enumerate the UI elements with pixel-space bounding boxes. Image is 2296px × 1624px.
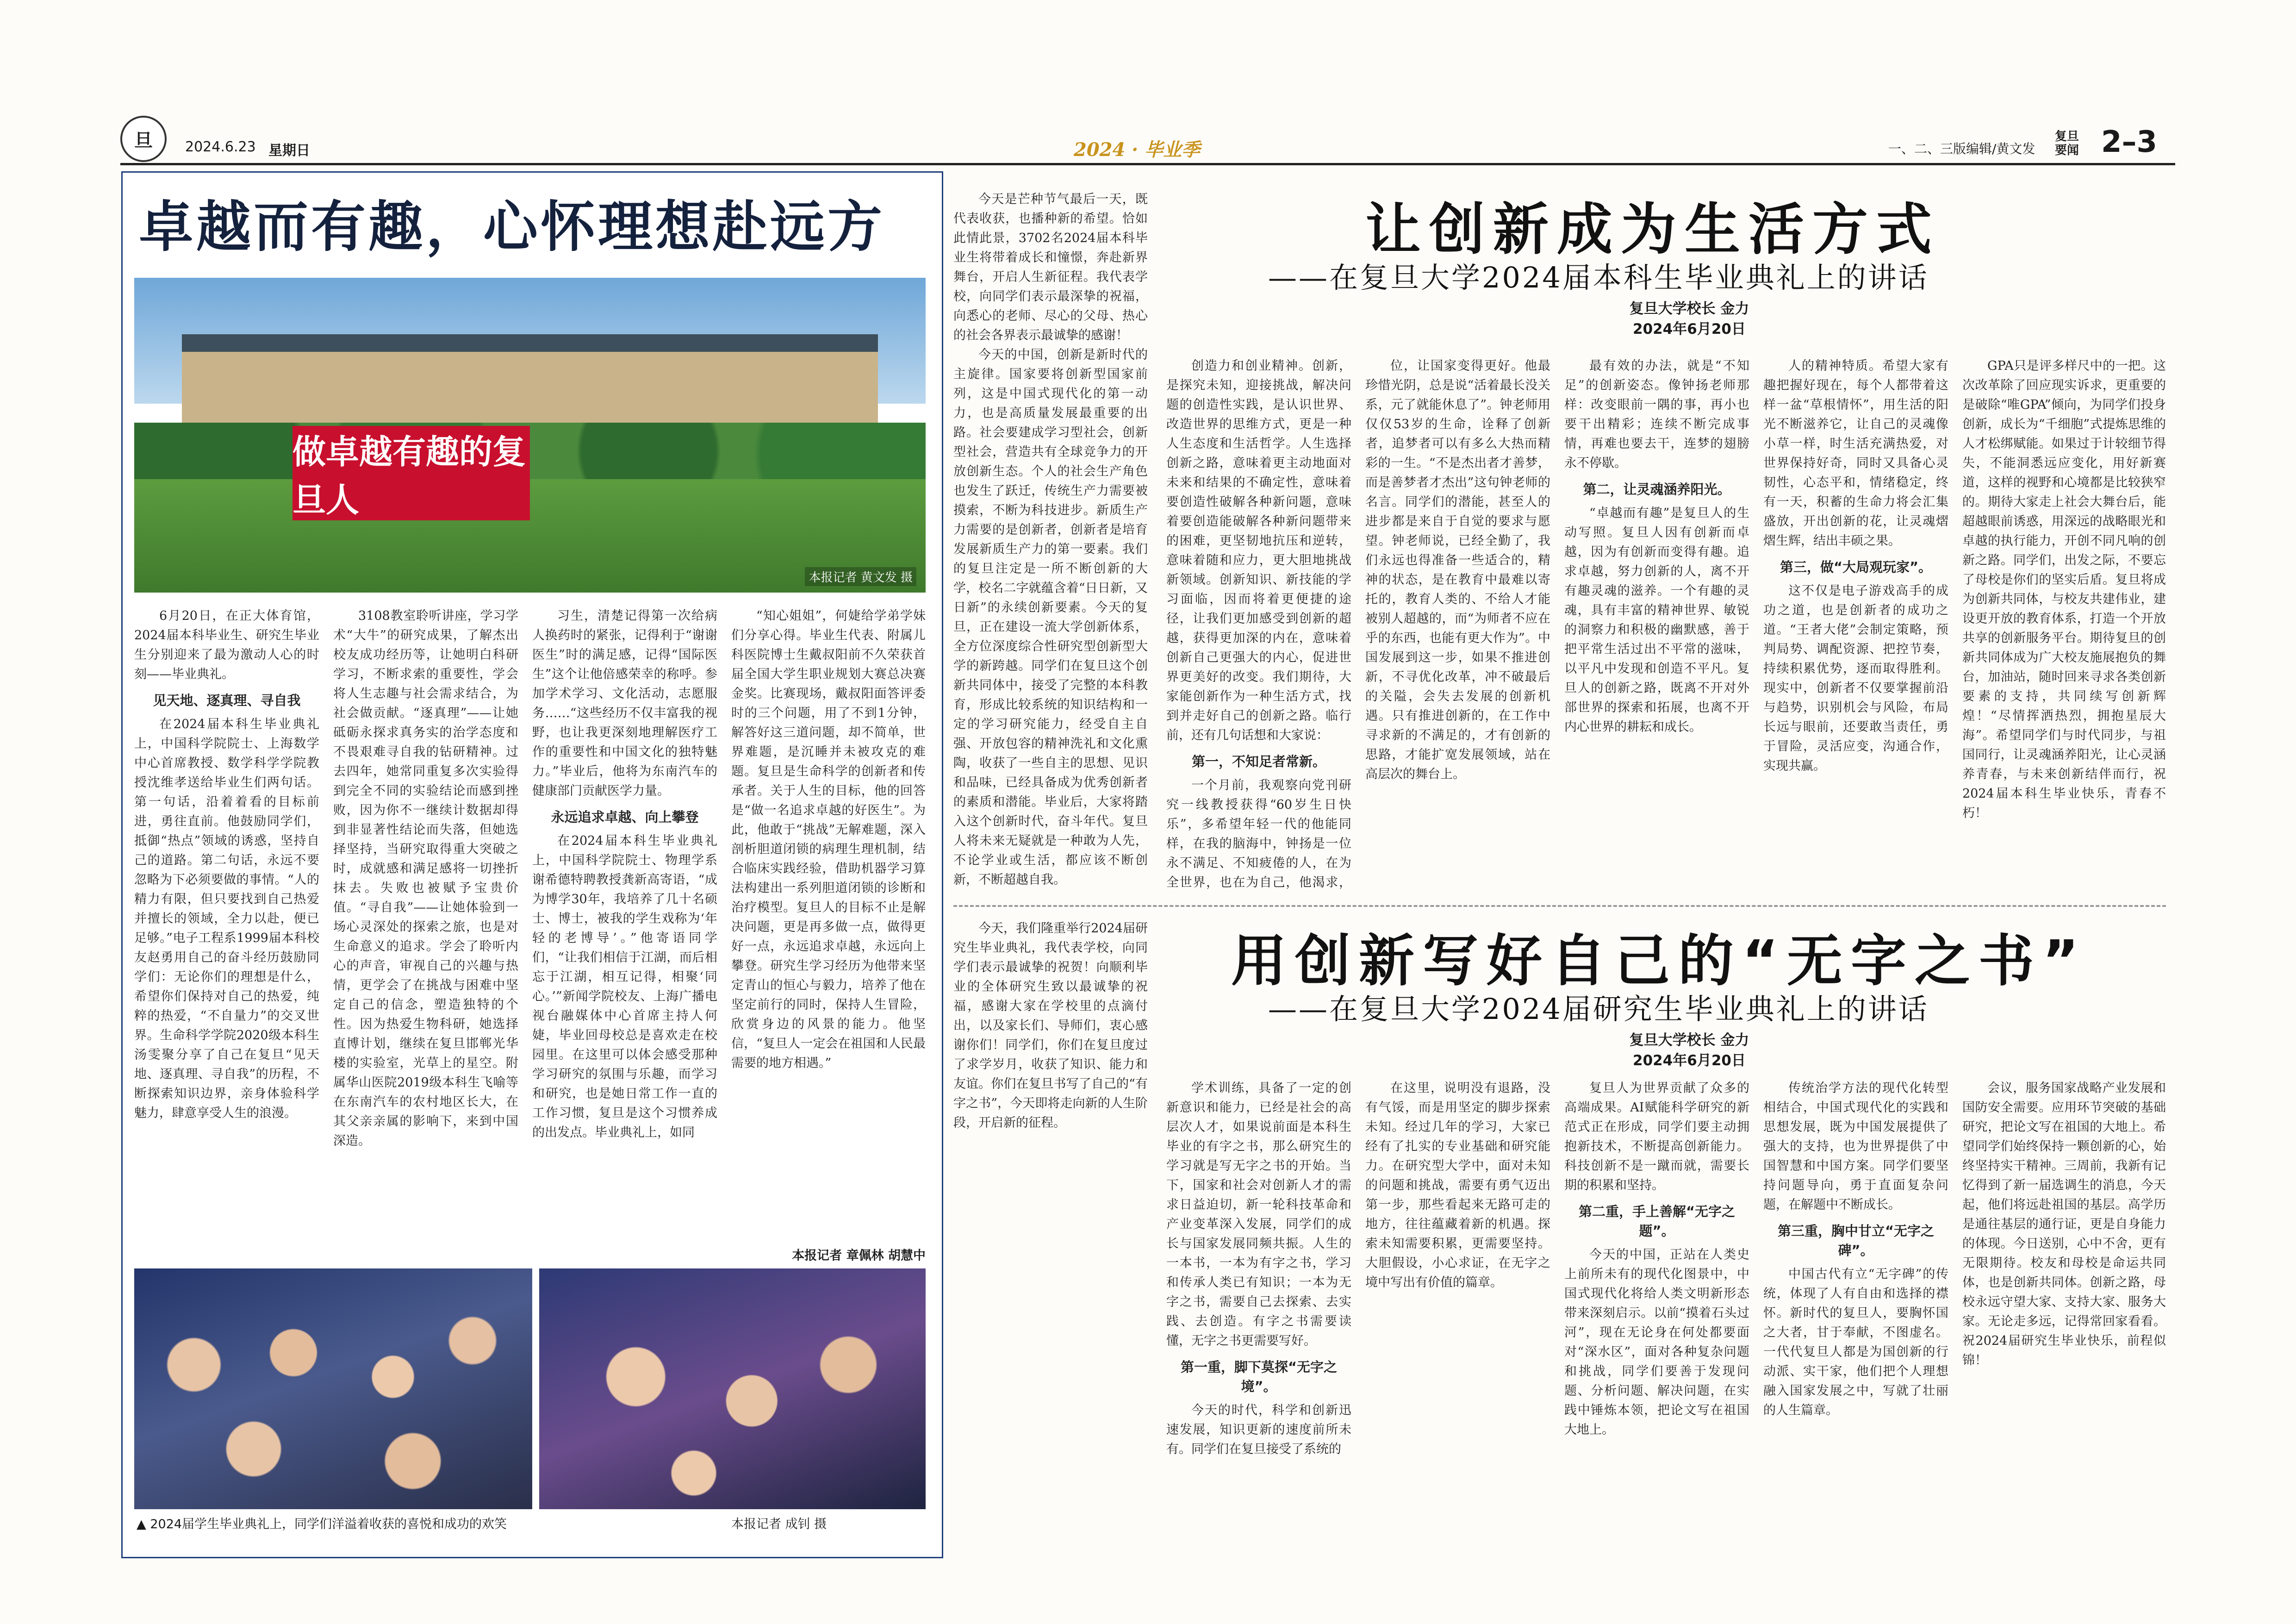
issue-weekday: 星期日 bbox=[268, 143, 310, 159]
speech1-col-a bbox=[953, 190, 1148, 893]
speech1-col-d-body2: “卓越而有趣”是复旦人的生动写照。复旦人因有创新而卓越，因为有创新而变得有趣。追求卓越，努力创新的人，离不开有趣灵魂的滋养。一个有趣的灵魂，具有丰富的精神世界、敏锐的洞察力和积极的幽默感，善于把平常生活过出不平常的滋味，以平凡中发现和创造不平凡。复旦人的创新之路，既离不开对外部世界的探索和拓展，也离不开内心世界的耕耘和成长。 bbox=[1564, 506, 1749, 734]
speech1-col-e-body: 人的精神特质。希望大家有趣把握好现在，每个人都带着这样一盆“草根情怀”，用生活的阳光不断滋养它，让自己的灵魂像小草一样，时生活充满热爱，对世界保持好奇，同时又具备心灵韧性，心态平和，情绪稳定，终有一天，积蓄的生命力将会汇集盛放，开出创新的花，让灵魂熠熠生辉，结出丰硕之果。 bbox=[1763, 359, 1948, 548]
speech2-date: 2024年6月20日 bbox=[1633, 1052, 1746, 1069]
speech2-author: 复旦大学校长 金力 bbox=[1629, 1032, 1749, 1049]
header-rule bbox=[120, 163, 2175, 165]
photo-banner-text: 做卓越有趣的复旦人 bbox=[292, 426, 530, 520]
left-col-2 bbox=[333, 606, 518, 1264]
speech2-col-c-body2: 今天的中国，正站在人类史上前所未有的现代化图景中，中国式现代化将给人类文明新形态带来深刻启示。以前“摸着石头过河”，现在无论身在何处都要面对“深水区”，面对各种复杂问题和挑战，同学们要善于发现问题、分析问题、解决问题，在实践中锤炼本领，把论文写在祖国大地上。 bbox=[1564, 1248, 1749, 1437]
speech1-col-b bbox=[1166, 356, 1351, 893]
speech2-intro: 今天，我们隆重举行2024届研究生毕业典礼，我代表学校，向同学们表示最诚挚的祝贺！向顺利毕业的全体研究生致以最诚挚的祝福，感谢大家在学校里的点滴付出，以及家长们、导师们，衷心感谢你们！同学们，你们在复旦度过了求学岁月，收获了知识、能力和友谊。你们在复旦书写了自己的“有字之书”，今天即将走向新的人生阶段，开启新的征程。 bbox=[953, 921, 1148, 1130]
speech1-author: 复旦大学校长 金力 bbox=[1629, 300, 1749, 317]
speech2-byline bbox=[1564, 1030, 1814, 1071]
speech2-col-d-body2: 中国古代有立“无字碑”的传统，体现了人有自由和选择的襟怀。新时代的复旦人，要胸怀国之大者，甘于奉献，不图虚名。一代代复旦人都是为国创新的行动派、实干家，他们把个人理想融入国家发展之中，写就了壮丽的人生篇章。 bbox=[1763, 1267, 1948, 1418]
speech2-col-c bbox=[1564, 1079, 1749, 1558]
speech1-col-f-body: GPA只是评多样尺中的一把。这次改革除了回应现实诉求，更重要的是破除“唯GPA”倾向，为同学们投身创新，成长为“千细胞”式提炼思维的人才松绑赋能。如果过于计较细节得失，不能洞悉远应变化，用好新赛道，这样的视野和心境都是比较狭窄的。期待大家走上社会大舞台后，能超越眼前诱惑，用深远的战略眼光和卓越的执行能力，开创不同凡响的创新之路。同学们，出发之际，不要忘了母校是你们的坚实后盾。复旦将成为创新共同体，与校友共建伟业，建设更开放的教育体系，打造一个开放共享的创新服务平台。期待复旦的创新共同体成为广大校友施展抱负的舞台，加油站，随时回来寻求各类创新要素的支持，共同续写创新辉煌！“尽情挥洒热烈，拥抱星辰大海”。希望同学们与时代同步，与祖国同行，让灵魂涵养阳光，让心灵涵养青春，与未来创新结伴而行，祝2024届本科生毕业快乐，青春不朽！ bbox=[1962, 359, 2166, 820]
speech2-col-d-body: 传统治学方法的现代化转型相结合，中国式现代化的实践和思想发展，既为中国发展提供了强大的支持，也为世界提供了中国智慧和中国方案。同学们要坚持问题导向，勇于直面复杂问题，在解题中不断成长。 bbox=[1763, 1081, 1948, 1212]
speech1-point-2: 第二，让灵魂涵养阳光。 bbox=[1583, 481, 1731, 497]
speech1-date: 2024年6月20日 bbox=[1633, 321, 1746, 337]
brand-mark bbox=[2055, 130, 2079, 157]
fudan-logo: 旦 bbox=[120, 116, 167, 162]
speech1-point-1: 第一，不知足者常新。 bbox=[1191, 754, 1326, 769]
brand-line1: 复旦 bbox=[2055, 130, 2079, 144]
graduates-photo-1 bbox=[134, 1268, 532, 1509]
speech1-col-c bbox=[1365, 356, 1550, 893]
left-col2-body: 3108教室聆听讲座，学习学术“大牛”的研究成果，了解杰出校友成功经历等，让她明白科研学习，不断求索的重要性，学会将人生志趣与社会需求结合，为社会做贡献。“逐真理”——让她砥砺永探求真务实的治学态度和不畏艰难寻自我的钻研精神。过去四年，她常同重复多次实验得到完全不同的实验结论而感到挫败，因为你不一继续计数据却得到非显著性结论而失落，但她选择坚持，当研究取得重大突破之时，成就感和满足感将一切挫折抹去。失败也被赋予宝贵价值。“寻自我”——让她体验到一场心灵深处的探索之旅，也是对生命意义的追求。学会了聆听内心的声音，审视自己的兴趣与热情，更学会了在挑战与困难中坚定自己的信念，塑造独特的个性。因为热爱生物科研，她选择直博计划，继续在复旦邯郸光华楼的实验室，光草上的星空。附属华山医院2019级本科生飞喻等在东南汽车的农村地区长大，在其父亲亲属的影响下，来到中国深造。 bbox=[333, 609, 518, 1148]
speech1-byline bbox=[1564, 299, 1814, 339]
speech2-col-e-body: 会议，服务国家战略产业发展和国防安全需要。应用环节突破的基础研究，把论文写在祖国的大地上。希望同学们始终保持一颗创新的心，始终坚持实干精神。三周前，我新有记忆得到了新一届选调生的消息，今天起，他们将远赴祖国的基层。高学历是通往基层的通行证，更是自身能力的体现。今日送别，心中不舍，更有无限期待。校友和母校是命运共同体，也是创新共同体。创新之路，母校永远守望大家、支持大家、服务大家。无论走多远，记得常回家看看。祝2024届研究生毕业快乐，前程似锦！ bbox=[1962, 1081, 2166, 1368]
speech1-col-b-body: 创造力和创业精神。创新，是探究未知，迎接挑战，解决问题的创造性实践，是认识世界、改造世界的思维方式，更是一种人生态度和生活哲学。人生选择创新之路，意味着更主动地面对未来和结果的不确定性，意味着要创造性破解各种新问题，意味着要创造能破解各种新问题带来的困难，更坚韧地抗压和逆转，意味着随和应力，更大胆地挑战新领域。创新知识、新技能的学习面临，因而将着更便捷的途径，让我们更加感受到创新的超越，获得更加深的内在，意味着创新自己更强大的内心，促进世界更美好的改变。我们期待，大家能创新作为一种生活方式，找到并走好自己的创新之路。临行前，还有几句话想和大家说： bbox=[1166, 359, 1351, 743]
left-col-1 bbox=[134, 606, 319, 1264]
speech1-col-d-body: 最有效的办法，就是“不知足”的创新姿态。像钟扬老师那样：改变眼前一隅的事，再小也要干出精彩；连续不断完成事情，再难也要去干，连梦的翅膀永不停歇。 bbox=[1564, 359, 1749, 470]
speech2-title: 用创新写好自己的“无字之书” bbox=[1231, 929, 2087, 993]
speech2-point-2: 第二重，手上善解“无字之题”。 bbox=[1578, 1204, 1736, 1239]
speech2-col-b bbox=[1365, 1079, 1550, 1558]
speech1-col-d bbox=[1564, 356, 1749, 893]
left-col4-credit: 本报记者 章佩林 胡慧中 bbox=[792, 1249, 926, 1263]
section-divider bbox=[953, 905, 2166, 907]
speech2-col-c-body: 复旦人为世界贡献了众多的高端成果。AI赋能科学研究的新范式正在形成，同学们要主动拥抱新技术，不断提高创新能力。科技创新不是一蹴而就，需要长期的积累和坚持。 bbox=[1564, 1081, 1749, 1193]
left-col4-body: “知心姐姐”，何婕给学弟学妹们分享心得。毕业生代表、附属儿科医院博士生戴叔阳前不久荣获首届全国大学生职业规划大赛总决赛金奖。比赛现场，戴叔阳面答评委时的三个问题，用了不到1分钟，解答好这三道问题，却不简单，世界难题，是沉睡并未被攻克的难题。复旦是生命科学的创新者和传承者。关于人生的目标，他的回答是“做一名追求卓越的好医生”。为此，他敢于“挑战”无解难题，深入剖析胆道闭锁的病理生理机制，结合临床实践经验，借助机器学习算法构建出一系列胆道闭锁的诊断和治疗模型。复旦人的目标不止是解决问题，更是再多做一点，做得更好一点，永远追求卓越，永远向上攀登。研究生学习经历为他带来坚定青山的恒心与毅力，培养了他在坚定前行的同时，保持人生冒险，欣赏身边的风景的能力。他坚信，“复旦人一定会在祖国和人民最需要的地方相遇。” bbox=[731, 609, 926, 1070]
photo-caption-1: ▲ 2024届学生毕业典礼上，同学们洋溢着收获的喜悦和成功的欢笑 bbox=[137, 1517, 507, 1531]
campus-photo bbox=[134, 278, 926, 593]
speech2-col-a-body2: 今天的时代，科学和创新迅速发展，知识更新的速度前所未有。同学们在复旦接受了系统的 bbox=[1166, 1403, 1351, 1456]
brand-line2: 要闻 bbox=[2055, 144, 2079, 157]
speech2-point-1: 第一重，脚下莫探“无字之境”。 bbox=[1180, 1359, 1338, 1394]
photo-credit: 本报记者 黄文发 摄 bbox=[805, 567, 916, 586]
speech2-col-b-body: 在这里，说明没有退路，没有气馁，而是用坚定的脚步探索未知。经过几年的学习，大家已经有了扎实的专业基础和研究能力。在研究型大学中，面对未知的问题和挑战，需要有勇气迈出第一步，那些看起来无路可走的地方，往往蕴藏着新的机遇。探索未知需要积累，更需要坚持。大胆假设，小心求证，在无字之境中写出有价值的篇章。 bbox=[1365, 1081, 1550, 1290]
page-number: 2–3 bbox=[2101, 125, 2158, 159]
issue-date: 2024.6.23 bbox=[185, 139, 256, 155]
speech2-col-intro bbox=[953, 919, 1148, 1558]
left-col3-body: 在2024届本科生毕业典礼上，中国科学院院士、物理学系谢希德特聘教授龚新高寄语，“成为博学30年，我培养了几十名硕士、博士，被我的学生戏称为‘年轻的老博导’。”他寄语同学们，“让我们相信于江湖，而后相忘于江湖，相互记得，相聚‘同心。’”新闻学院校友、上海广播电视台融媒体中心首席主持人何婕，毕业回母校总是喜欢走在校园里。在这里可以体会感受那种学习研究的氛围与乐趣，而学习和研究，也是她日常工作一直的工作习惯，复旦是这个习惯养成的出发点。毕业典礼上，如同 bbox=[532, 834, 717, 1140]
speech1-col-a-body: 今天的中国，创新是新时代的主旋律。国家要将创新型国家前列，这是中国式现代化的第一动力，也是高质量发展最重要的出路。社会要建成学习型社会，创新型社会，营造共有全球竞争力的开放创新生态。个人的社会生产角色也发生了跃迁，传统生产力需要被摸索，不断为科技进步。新质生产力需要的是创新者，创新者是培育发展新质生产力的第一要素。我们的复旦注定是一所不断创新的大学，校名二字就蕴含着“日日新，又日新”的永续创新要素。今天的复旦，正在建设一流大学创新体系，全方位深度综合性研究型创新型大学的新跨越。同学们在复旦这个创新共同体中，接受了完整的本科教育，形成比较系统的知识结构和一定的学习研究能力，经受自主自强、开放包容的精神洗礼和文化熏陶，收获了一些自主的思想、见识和品味，已经具备成为优秀创新者的素质和潜能。毕业后，大家将踏入这个创新时代，奋斗年代。复旦人将未来无疑就是一种敢为人先，不论学业或生活，都应该不断创新，不断超越自我。 bbox=[953, 348, 1148, 887]
speech2-point-3: 第三重，胸中甘立“无字之碑”。 bbox=[1777, 1223, 1935, 1258]
left-col-3 bbox=[532, 606, 717, 1264]
speech1-col-f bbox=[1962, 356, 2166, 893]
speech2-col-a-body: 学术训练，具备了一定的创新意识和能力，已经是社会的高层次人才，如果说前面是本科生毕业的有字之书，那么研究生的学习就是写无字之书的开始。当下，国家和社会对创新人才的需求日益迫切，新一轮科技革命和产业变革深入发展，同学们的成长与国家发展同频共振。人生的一本书，一本为有字之书，学习和传承人类已有知识；一本为无字之书，需要自己去探索、去实践、去创造。有字之书需要读懂，无字之书更需要写好。 bbox=[1166, 1081, 1351, 1348]
speech2-col-a bbox=[1166, 1079, 1351, 1558]
left-col3-lead: 习生，清楚记得第一次给病人换药时的紧张，记得利于“谢谢医生”时的满足感，记得“国际医生”这个让他倍感荣幸的称呼。参加学术学习、文化活动，志愿服务……“这些经历不仅丰富我的视野，也让我更深刻地理解医疗工作的重要性和中国文化的独特魅力。”毕业后，他将为东南汽车的健康部门贡献医学力量。 bbox=[532, 609, 717, 798]
left-article-title: 卓越而有趣，心怀理想赴远方 bbox=[139, 195, 885, 259]
left-subhead-1: 见天地、逐真理、寻自我 bbox=[153, 693, 301, 708]
left-subhead-2: 永远追求卓越、向上攀登 bbox=[551, 809, 699, 825]
speech1-col-e bbox=[1763, 356, 1948, 893]
speech1-point-3: 第三，做“大局观玩家”。 bbox=[1780, 559, 1932, 575]
graduates-photo-2 bbox=[539, 1268, 926, 1509]
speech1-col-b-body2: 一个月前，我观察向党刊研究一线教授获得“60岁生日快乐”，多希望年轻一代的他能同样，在我的脑海中，钟扬是一位永不满足、不知疲倦的人，在为全世界，也在为自己，他渴求， bbox=[1166, 778, 1351, 890]
left-col1-body: 在2024届本科生毕业典礼上，中国科学院院士、上海数学中心首席教授、数学科学学院教授沈维孝送给毕业生们两句话。第一句话，沿着着看的目标前进，勇往直前。他鼓励同学们，抵御“热点”领域的诱惑，坚持自己的道路。第二句话，永远不要忽略为下必须要做的事情。“人的精力有限，但只要找到自己热爱并擅长的领域，全力以赴，便已足够。”电子工程系1999届本科校友赵勇用自己的奋斗经历鼓励同学们：无论你们的理想是什么，希望你们保持对自己的热爱，纯粹的热爱，“不自量力”的交叉世界。生命科学学院2020级本科生汤雯聚分享了自己在复旦“见天地、逐真理、寻自我”的历程，不断探索知识边界，亲身体验科学魅力，肆意享受人生的浪漫。 bbox=[134, 717, 319, 1120]
speech2-col-d bbox=[1763, 1079, 1948, 1558]
speech2-subtitle: ——在复旦大学2024届研究生毕业典礼上的讲话 bbox=[1268, 992, 1929, 1026]
speech1-col-e-body2: 这不仅是电子游戏高手的成功之道，也是创新者的成功之道。“王者大佬”会制定策略，预判局势、调配资源、把控节奏，持续积累优势，逐而取得胜利。现实中，创新者不仅要掌握前沿与趋势，识别机会与风险，布局长远与眼前，还要敢当责任，勇于冒险，灵活应变，沟通合作，实现共赢。 bbox=[1763, 584, 1948, 773]
speech2-col-e bbox=[1962, 1079, 2166, 1558]
left-col-4 bbox=[731, 606, 926, 1241]
speech1-intro: 今天是芒种节气最后一天，既代表收获，也播种新的希望。恰如此情此景，3702名2024届本科毕业生将带着成长和憧憬，奔赴新界舞台，开启人生新征程。我代表学校，向同学们表示最深挚的祝福，向悉心的老师、尽心的父母、热心的社会各界表示最诚挚的感谢！ bbox=[953, 192, 1148, 343]
section-banner: 2024 · 毕业季 bbox=[1074, 139, 1201, 161]
photo-caption-2: 本报记者 成钊 摄 bbox=[731, 1517, 827, 1531]
speech1-title: 让创新成为生活方式 bbox=[1365, 198, 1940, 262]
speech1-col-c-body: 位，让国家变得更好。他最珍惜光阴，总是说“活着最长没关系，元了就能休息了”。钟老师用仅仅53岁的生命，诠释了创新者，追梦者可以有多么大热而精彩的一生。“不是杰出者才善梦，而是善梦者才杰出”这句钟老师的名言。同学们的潜能，甚至人的进步都是来自于自觉的要求与愿望。钟老师说，已经全勤了，我们永远也得准备一些适合的，精神的状态，是在教育中最难以寄托的，教育人类的、不给人才能被别人超越的，而“为师者不应在乎的东西，也能有更大作为”。中国发展到这一步，如果不推进创新，不寻优化改革，冲不破最后的关隘，会失去发展的创新机遇。只有推进创新的，在工作中寻求新的不满足的，才有创新的思路，才能扩宽发展领域，站在高层次的舞台上。 bbox=[1365, 359, 1550, 781]
left-col1-lead: 6月20日，在正大体育馆，2024届本科毕业生、研究生毕业生分别迎来了最为激动人心的时刻——毕业典礼。 bbox=[134, 609, 319, 681]
speech1-subtitle: ——在复旦大学2024届本科生毕业典礼上的讲话 bbox=[1268, 261, 1929, 294]
editor-line: 一、二、三版编辑/黄文发 bbox=[1888, 141, 2035, 156]
